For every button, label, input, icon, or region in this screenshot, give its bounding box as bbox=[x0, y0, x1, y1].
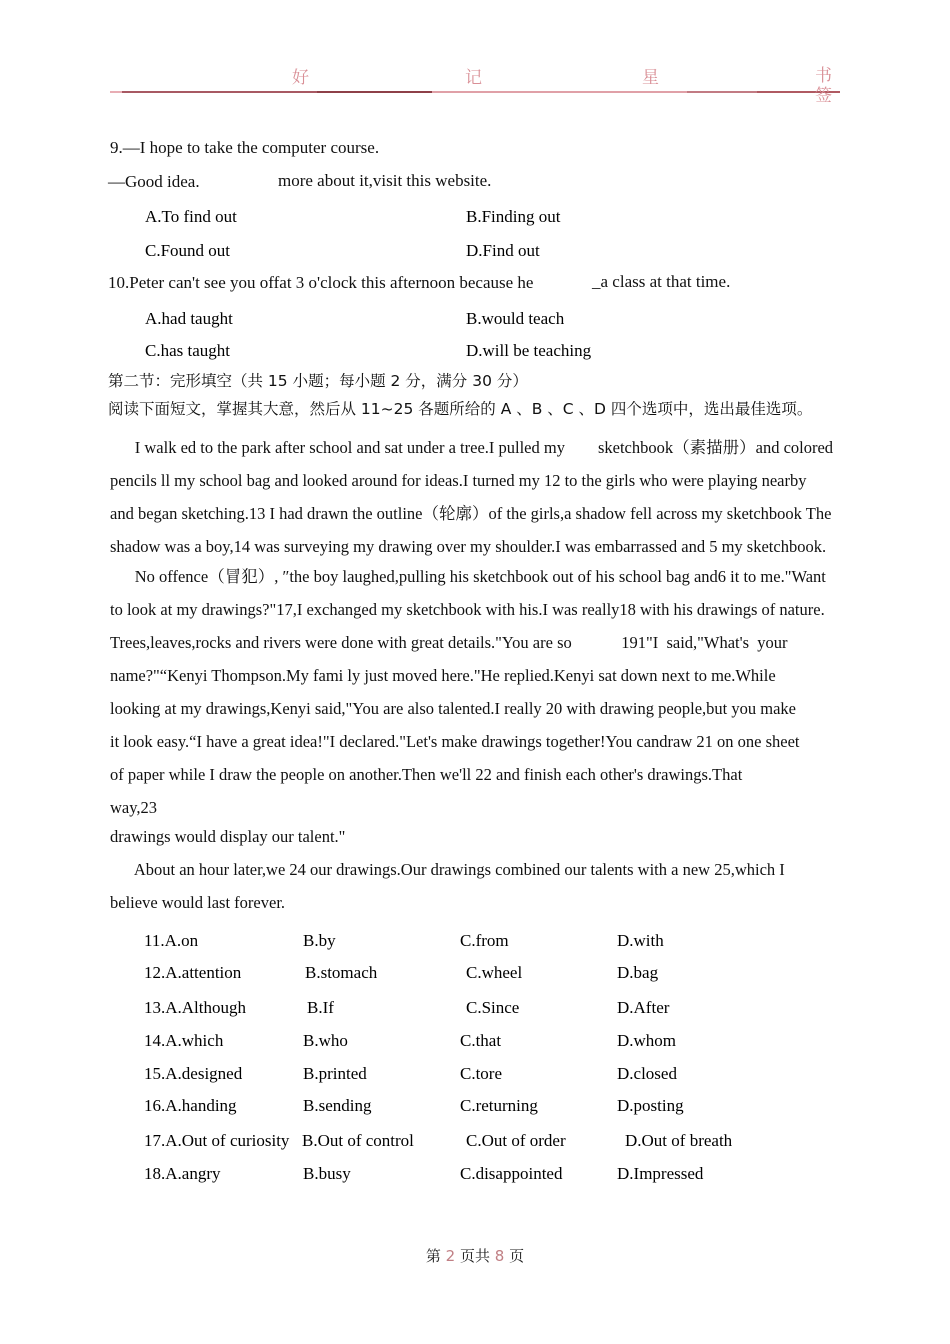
passage-line: shadow was a boy,14 was surveying my drawing over my shoulder.I was embarrassed and 5 my sketchbook. bbox=[110, 537, 827, 556]
choice-13-b[interactable]: B.If bbox=[307, 998, 334, 1017]
passage-line: drawings would display our talent." bbox=[110, 827, 346, 846]
choice-13-a[interactable]: 13.A.Although bbox=[144, 998, 246, 1017]
passage-line: pencils ll my school bag and looked around for ideas.I turned my 12 to the girls who were playing nearby bbox=[110, 471, 807, 490]
passage-line: of paper while I draw the people on another.Then we'll 22 and finish each other's drawings.That bbox=[110, 765, 743, 784]
choice-14-b[interactable]: B.who bbox=[303, 1031, 348, 1050]
question-10-option-d[interactable]: D.will be teaching bbox=[466, 341, 592, 360]
header-rule-segment bbox=[432, 91, 687, 93]
choice-15-a[interactable]: 15.A.designed bbox=[144, 1064, 243, 1083]
choice-16-c[interactable]: C.returning bbox=[460, 1096, 538, 1115]
passage-line: name?"“Kenyi Thompson.My fami ly just moved here."He replied.Kenyi sat down next to me.While bbox=[110, 666, 776, 685]
passage-line: way,23 bbox=[110, 798, 158, 817]
choice-row-12 bbox=[0, 963, 760, 985]
choice-12-a[interactable]: 12.A.attention bbox=[144, 963, 242, 982]
choice-14-a[interactable]: 14.A.which bbox=[144, 1031, 224, 1050]
choice-11-b[interactable]: B.by bbox=[303, 931, 336, 950]
question-9-option-c[interactable]: C.Found out bbox=[145, 241, 231, 260]
choice-row-15 bbox=[0, 1064, 760, 1086]
passage-line: I walk ed to the park after school and sat under a tree.I pulled my sketchbook（素描册）and colored bbox=[110, 438, 834, 457]
passage-line: No offence（冒犯）, ″the boy laughed,pulling his sketchbook out of his school bag and6 it to me."Want bbox=[110, 567, 826, 586]
choice-16-b[interactable]: B.sending bbox=[303, 1096, 372, 1115]
footer-current-page: 2 bbox=[445, 1247, 456, 1265]
question-9-stem-line-2: —Good idea. bbox=[108, 172, 200, 191]
question-10-stem-line-2: _a class at that time. bbox=[592, 272, 731, 291]
choice-11-a[interactable]: 11.A.on bbox=[144, 931, 199, 950]
choice-13-d[interactable]: D.After bbox=[617, 998, 670, 1017]
question-10-option-c[interactable]: C.has taught bbox=[145, 341, 230, 360]
choice-17-a[interactable]: 17.A.Out of curiosity bbox=[144, 1131, 290, 1150]
passage-line: Trees,leaves,rocks and rivers were done with great details."You are so 191"I said,"What's your bbox=[110, 633, 788, 652]
passage-line: believe would last forever. bbox=[110, 893, 286, 912]
choice-17-b[interactable]: B.Out of control bbox=[302, 1131, 414, 1150]
question-9-option-b[interactable]: B.Finding out bbox=[466, 207, 561, 226]
choice-row-14 bbox=[0, 1031, 760, 1053]
choice-15-d[interactable]: D.closed bbox=[617, 1064, 677, 1083]
question-9-stem-line-3: more about it,visit this website. bbox=[278, 171, 492, 190]
watermark-char-1: 好 bbox=[292, 68, 309, 88]
question-9-options-row-1 bbox=[0, 207, 760, 229]
choice-12-b[interactable]: B.stomach bbox=[305, 963, 378, 982]
choice-18-c[interactable]: C.disappointed bbox=[460, 1164, 563, 1183]
choice-18-d[interactable]: D.Impressed bbox=[617, 1164, 704, 1183]
choice-row-18 bbox=[0, 1164, 760, 1186]
choice-14-d[interactable]: D.whom bbox=[617, 1031, 677, 1050]
choice-11-c[interactable]: C.from bbox=[460, 931, 509, 950]
question-10-options-row-2 bbox=[0, 341, 760, 363]
choice-16-d[interactable]: D.posting bbox=[617, 1096, 684, 1115]
watermark-char-4: 书 bbox=[815, 66, 832, 86]
choice-12-d[interactable]: D.bag bbox=[617, 963, 659, 982]
header-rule-segment bbox=[122, 91, 317, 93]
watermark-char-5: 签 bbox=[815, 86, 832, 106]
choice-17-c[interactable]: C.Out of order bbox=[466, 1131, 566, 1150]
question-9-option-d[interactable]: D.Find out bbox=[466, 241, 540, 260]
header-rule-segment bbox=[317, 91, 432, 93]
header-rule-segment bbox=[687, 91, 757, 93]
question-10-option-a[interactable]: A.had taught bbox=[145, 309, 233, 328]
choice-12-c[interactable]: C.wheel bbox=[466, 963, 523, 982]
page-header-watermark bbox=[110, 58, 840, 110]
question-9-stem-line-1: 9.—I hope to take the computer course. bbox=[110, 138, 380, 157]
question-10-options-row-1 bbox=[0, 309, 760, 331]
passage-line: looking at my drawings,Kenyi said,"You are also talented.I really 20 with drawing people,but you make bbox=[110, 699, 796, 718]
choice-18-b[interactable]: B.busy bbox=[303, 1164, 351, 1183]
choice-row-16 bbox=[0, 1096, 760, 1118]
choice-row-13 bbox=[0, 998, 760, 1020]
choice-16-a[interactable]: 16.A.handing bbox=[144, 1096, 237, 1115]
header-rule-segment bbox=[110, 91, 122, 93]
footer-middle: 页共 bbox=[455, 1247, 495, 1265]
section-heading: 第二节：完形填空（共 15 小题；每小题 2 分，满分 30 分） bbox=[108, 372, 528, 390]
question-10-option-b[interactable]: B.would teach bbox=[466, 309, 565, 328]
choice-17-d[interactable]: D.Out of breath bbox=[625, 1131, 733, 1150]
passage-line: it look easy.“I have a great idea!"I declared."Let's make drawings together!You candraw 21 on one sheet bbox=[110, 732, 800, 751]
footer-suffix: 页 bbox=[504, 1247, 525, 1265]
passage-line: About an hour later,we 24 our drawings.Our drawings combined our talents with a new 25,which I bbox=[110, 860, 785, 879]
page-footer bbox=[0, 1245, 950, 1266]
section-instruction: 阅读下面短文，掌握其大意，然后从 11~25 各题所给的 A 、B 、C 、D 四个选项中，选出最佳选项。 bbox=[108, 400, 813, 418]
question-9-option-a[interactable]: A.To find out bbox=[145, 207, 237, 226]
choice-row-17 bbox=[0, 1131, 760, 1153]
footer-prefix: 第 bbox=[425, 1247, 446, 1265]
watermark-char-3: 星 bbox=[642, 68, 659, 88]
footer-total-pages: 8 bbox=[494, 1247, 505, 1265]
choice-15-c[interactable]: C.tore bbox=[460, 1064, 503, 1083]
choice-15-b[interactable]: B.printed bbox=[303, 1064, 367, 1083]
question-9-options-row-2 bbox=[0, 241, 760, 263]
choice-18-a[interactable]: 18.A.angry bbox=[144, 1164, 221, 1183]
choice-13-c[interactable]: C.Since bbox=[466, 998, 520, 1017]
choice-14-c[interactable]: C.that bbox=[460, 1031, 502, 1050]
question-10-stem-line-1: 10.Peter can't see you offat 3 o'clock this afternoon because he bbox=[108, 273, 534, 292]
choice-11-d[interactable]: D.with bbox=[617, 931, 664, 950]
watermark-char-2: 记 bbox=[465, 68, 482, 88]
passage-line: to look at my drawings?"17,I exchanged my sketchbook with his.I was really18 with his drawings of nature. bbox=[110, 600, 825, 619]
choice-row-11 bbox=[0, 931, 760, 953]
passage-line: and began sketching.13 I had drawn the outline（轮廓）of the girls,a shadow fell across my sketchbook The bbox=[110, 504, 832, 523]
